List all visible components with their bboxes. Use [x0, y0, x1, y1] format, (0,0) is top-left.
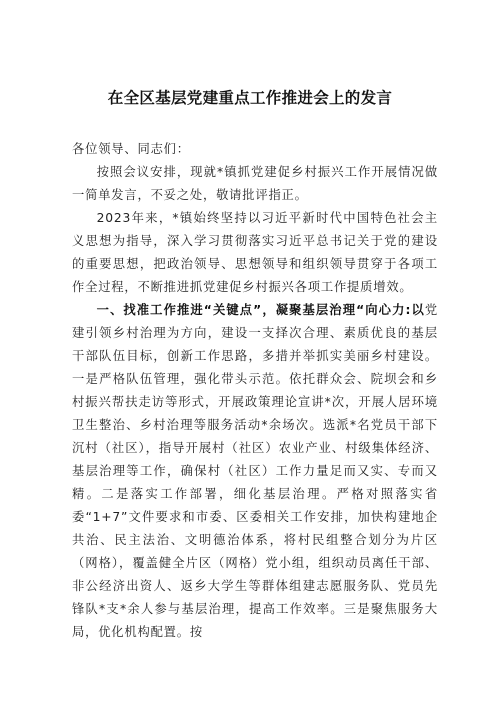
document-title: 在全区基层党建重点工作推进会上的发言 — [107, 89, 393, 107]
section-one-heading: 一、找准工作推进“关键点”，凝聚基层治理“向心力:以 — [96, 303, 425, 317]
paragraph-intro: 按照会议安排，现就*镇抓党建促乡村振兴工作开展情况做一简单发言，不妥之处，敬请批评指正。 — [72, 165, 438, 202]
paragraph-overview: 2023年来，*镇始终坚持以习近平新时代中国特色社会主义思想为指导，深入学习贯彻落实习近平总书记关于党的建设的重要思想，把政治领导、思想领导和组织领导贯穿于各项工作全过程，不断推进抓党建促乡村振兴各项工作提质增效。 — [72, 211, 438, 294]
salutation: 各位领导、同志们： — [72, 142, 190, 156]
section-one-body: 党建引领乡村治理为方向，建设一支择次合理、素质优良的基层干部队伍目标，创新工作思路，多措并举抓实美丽乡村建设。一是严格队伍管理，强化带头示范。依托群众会、院坝会和乡村振兴帮扶走访等形式，开展政策理论宣讲*次，开展人居环境卫生整治、乡村治理等服务活动*余场次。选派*名党员干部下沉村（社区），指导开展村（社区）农业产业、村级集体经济、基层治理等工作，确保村（社区）工作力量足而又实、专而又精。二是落实工作部署，细化基层治理。严格对照落实省委“1+7”文件要求和市委、区委相关工作安排，加快构建地企共治、民主法治、文明德治体系，将村民组整合划分为片区（网格），覆盖健全片区（网格）党小组，组织动员离任干部、非公经济出资人、返乡大学生等群体组建志愿服务队、党员先锋队*支*余人参与基层治理，提高工作效率。三是聚焦服务大局，优化机构配置。按 — [72, 303, 438, 639]
paragraph-section-one — [72, 299, 438, 644]
document-body — [72, 138, 438, 644]
